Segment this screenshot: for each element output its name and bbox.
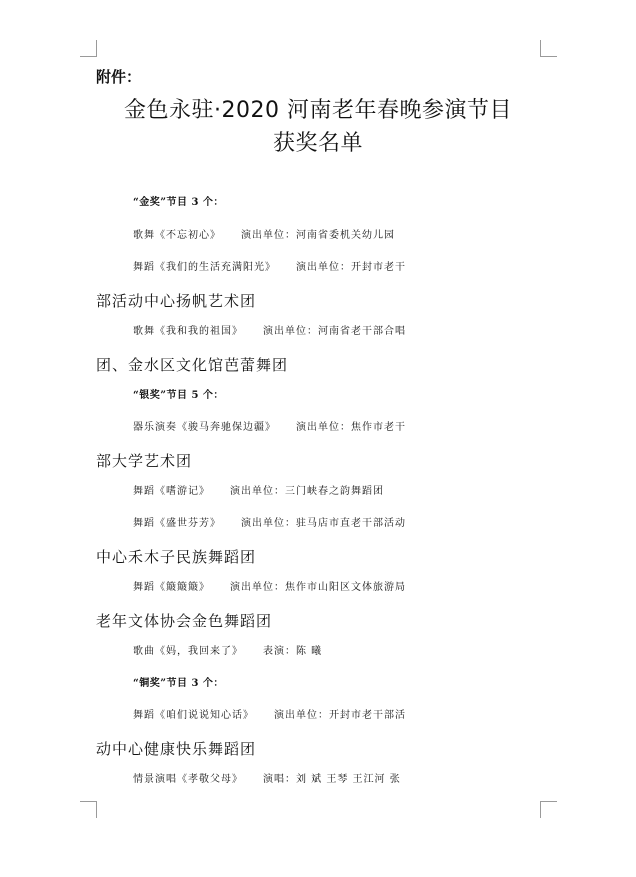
- attachment-label: 附件：: [96, 68, 142, 86]
- list-item: [96, 258, 577, 273]
- performer-unit: 演唱：刘 斌 王琴 王江河 张: [263, 774, 401, 785]
- corner-mark-top-left: [80, 40, 97, 57]
- list-item: [96, 482, 577, 497]
- program-name: 舞蹈《嗜游记》: [133, 486, 210, 497]
- list-item: [96, 226, 577, 241]
- list-item-continued: 团、金水区文化馆芭蕾舞团: [96, 356, 289, 374]
- performer-unit: 演出单位：焦作市山阳区文体旅游局: [230, 582, 406, 593]
- list-item: [96, 770, 577, 785]
- list-item-continued: 部活动中心扬帆艺术团: [96, 292, 257, 310]
- performer-unit: 演出单位：开封市老干: [296, 262, 406, 273]
- list-item-continued: 中心禾木子民族舞蹈团: [96, 548, 257, 566]
- program-name: 歌舞《不忘初心》: [133, 230, 221, 241]
- bronze-heading: “铜奖”节目 3 个：: [133, 678, 224, 689]
- program-name: 器乐演奏《骏马奔驰保边疆》: [133, 422, 276, 433]
- list-item: [96, 706, 577, 721]
- performer-unit: 演出单位：驻马店市直老干部活动: [241, 518, 406, 529]
- list-item: [96, 418, 577, 433]
- corner-mark-bottom-right: [540, 801, 557, 818]
- program-name: 歌曲《妈，我回来了》: [133, 646, 243, 657]
- corner-mark-top-right: [540, 40, 557, 57]
- list-item-continued: 动中心健康快乐舞蹈团: [96, 740, 257, 758]
- list-item: [96, 578, 577, 593]
- performer-unit: 演出单位：河南省老干部合唱: [263, 326, 406, 337]
- program-name: 舞蹈《咱们说说知心话》: [133, 710, 254, 721]
- page-subtitle: 获奖名单: [272, 131, 363, 156]
- list-item: [96, 514, 577, 529]
- page-title: 金色永驻·2020 河南老年春晚参演节目: [124, 98, 512, 123]
- program-name: 歌舞《我和我的祖国》: [133, 326, 243, 337]
- program-name: 舞蹈《簸簸簸》: [133, 582, 210, 593]
- program-name: 舞蹈《我们的生活充满阳光》: [133, 262, 276, 273]
- list-item: [96, 642, 577, 657]
- program-name: 情景演唱《孝敬父母》: [133, 774, 243, 785]
- performer-unit: 演出单位：河南省委机关幼儿园: [241, 230, 395, 241]
- list-item-continued: 部大学艺术团: [96, 452, 193, 470]
- performer-unit: 演出单位：开封市老干部活: [274, 710, 406, 721]
- program-name: 舞蹈《盛世芬芳》: [133, 518, 221, 529]
- corner-mark-bottom-left: [80, 801, 97, 818]
- list-item-continued: 老年文体协会金色舞蹈团: [96, 612, 273, 630]
- gold-heading: “金奖”节目 3 个：: [133, 197, 224, 208]
- silver-heading: “银奖”节目 5 个：: [133, 390, 224, 401]
- performer-unit: 表演：陈 曦: [263, 646, 323, 657]
- performer-unit: 演出单位：三门峡春之韵舞蹈团: [230, 486, 384, 497]
- performer-unit: 演出单位：焦作市老干: [296, 422, 406, 433]
- list-item: [96, 322, 577, 337]
